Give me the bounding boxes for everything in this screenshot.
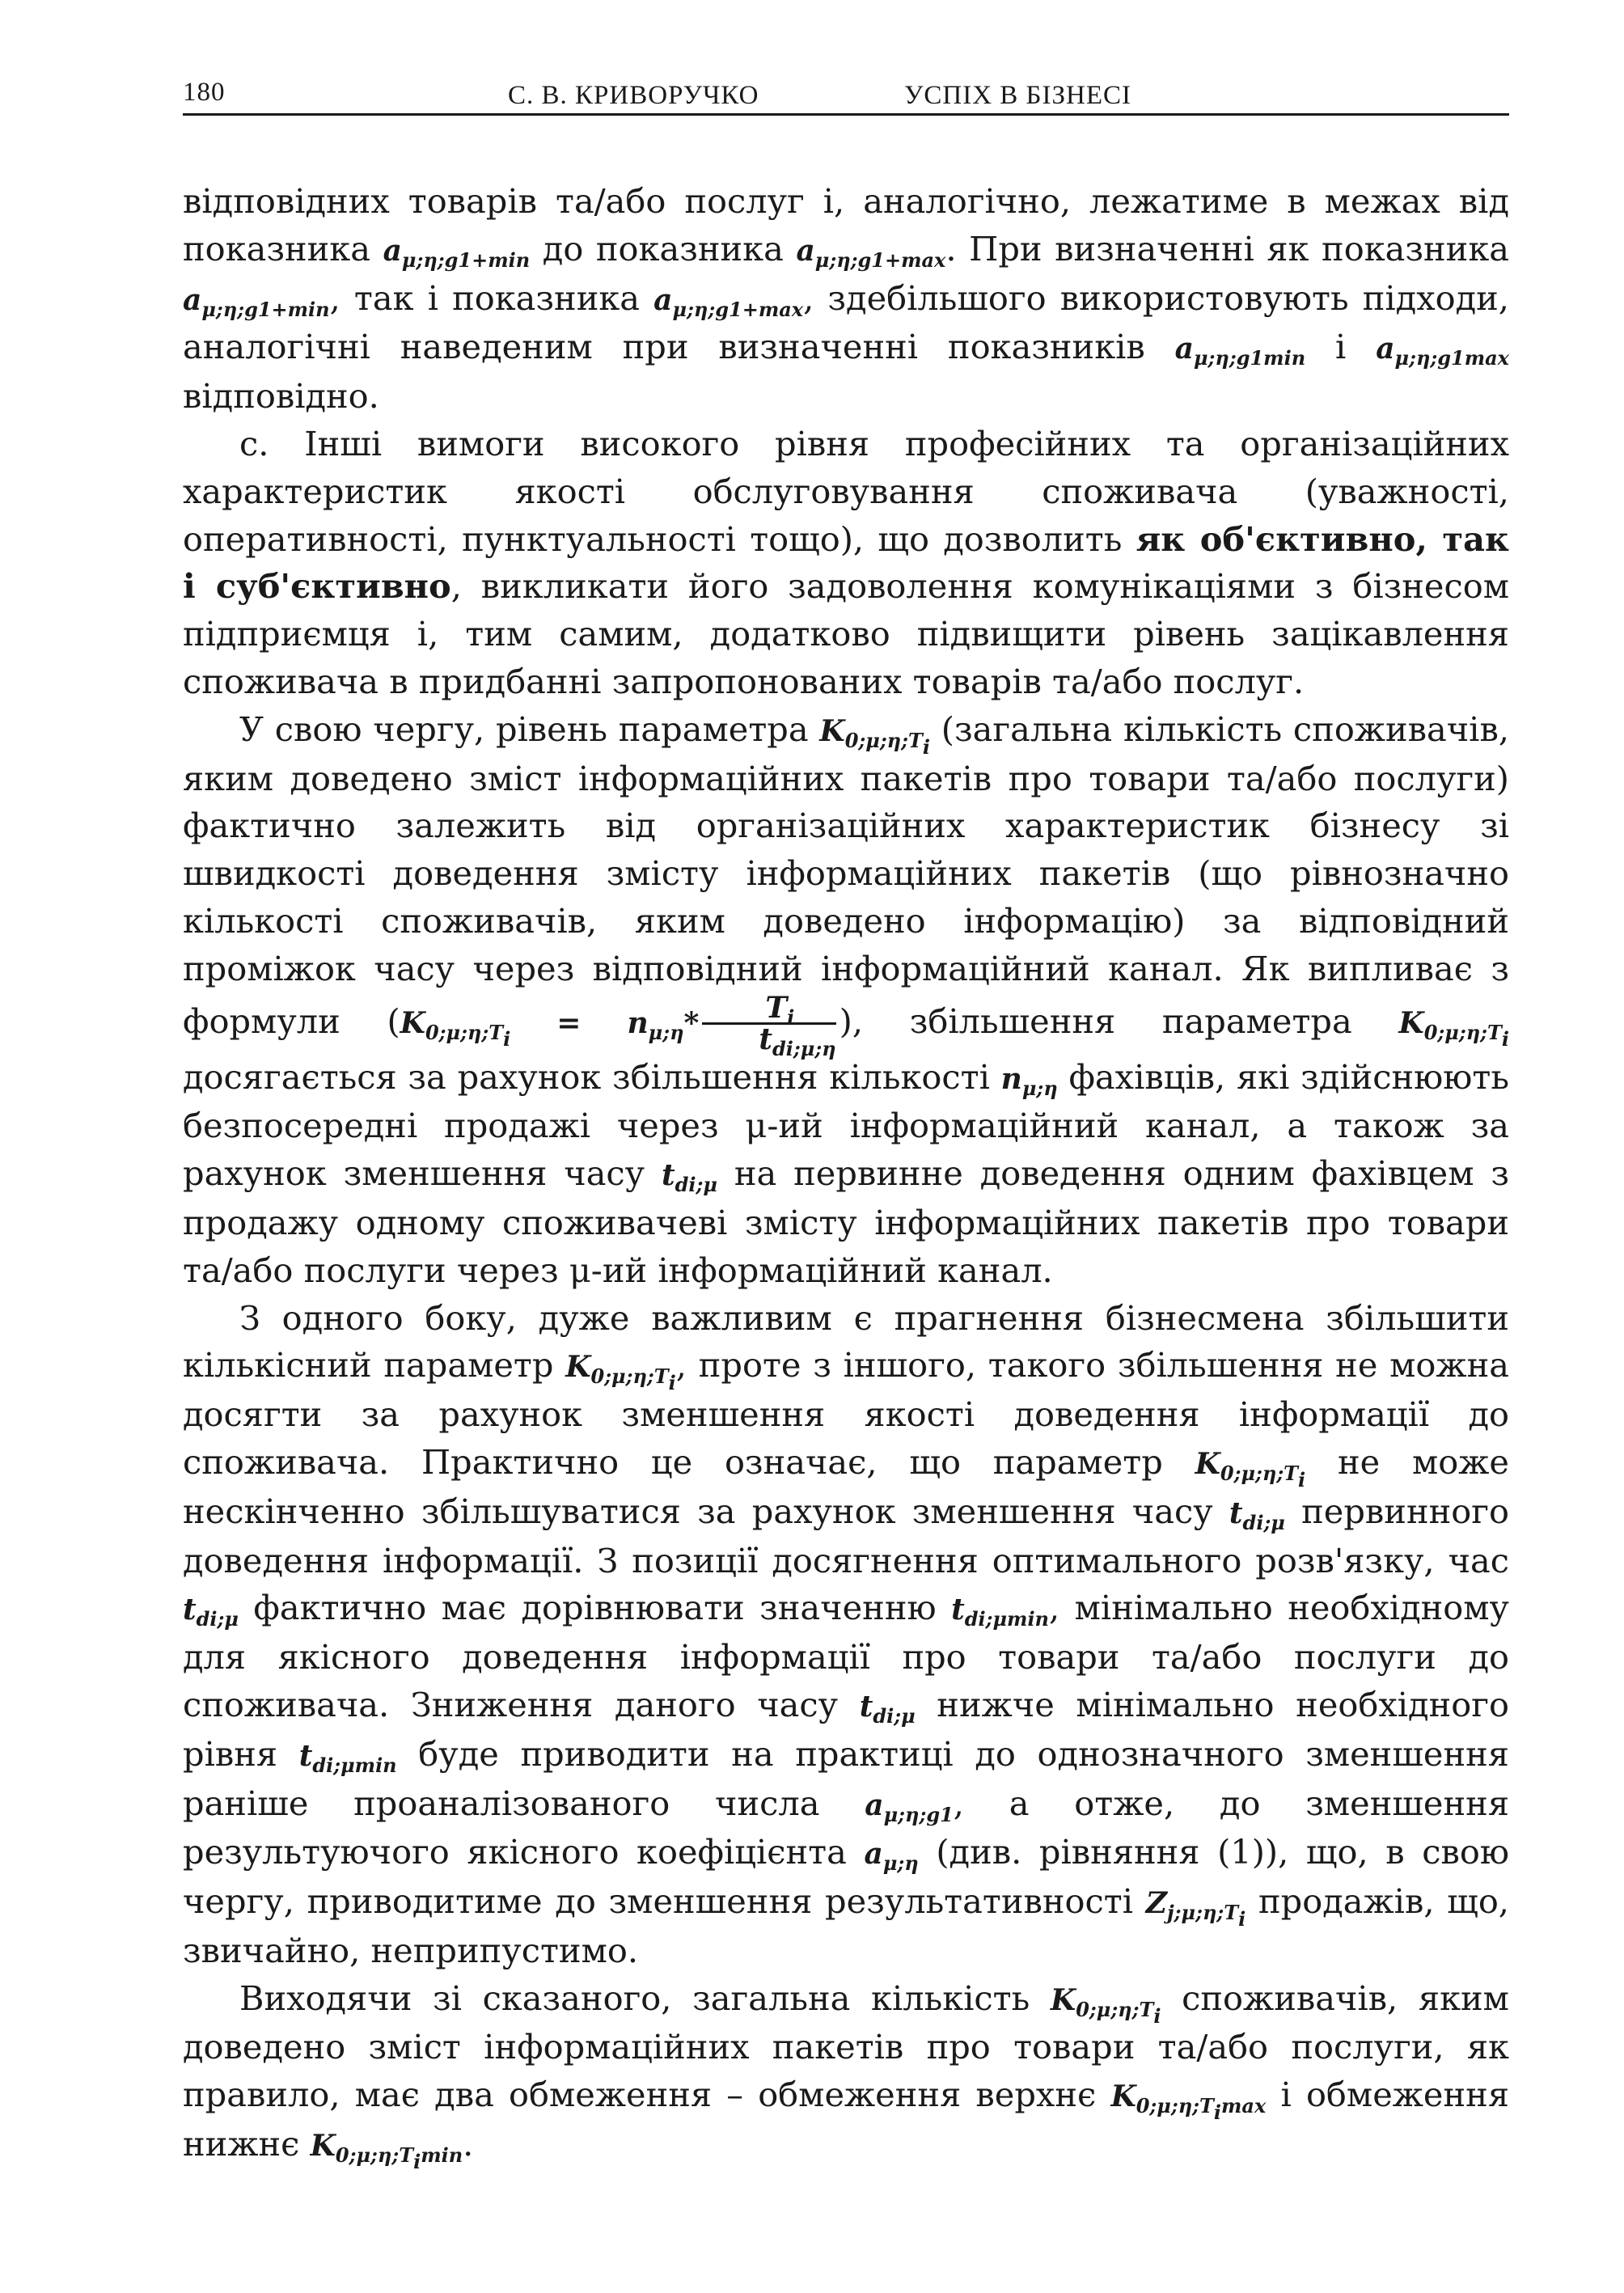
symbol-letter: K	[310, 2129, 336, 2164]
formula-symbol	[183, 1593, 239, 1631]
paragraph	[183, 706, 1509, 1295]
text-run: c. Інші вимоги високого рівня професійних та організаційних характеристик якості обслуговування споживача (уважності, оперативності, пунктуальності тощо), що дозволить	[183, 423, 1509, 559]
header-author: С. В. КРИВОРУЧКО	[508, 81, 759, 110]
symbol-letter: K	[1195, 1446, 1220, 1481]
subscript-text: 0;μ;η;T	[335, 2143, 414, 2168]
subscript-text: j;μ;η;T	[1167, 1901, 1239, 1925]
symbol-subscript: μ;η;g1+max	[672, 297, 804, 321]
symbol-subscript: μ;η;g1min	[1193, 346, 1306, 370]
paragraph	[183, 178, 1509, 421]
symbol-letter: t	[759, 1022, 772, 1056]
symbol-subscript: μ;η;g1max	[1394, 346, 1509, 370]
symbol-subscript: μ;η;g1	[883, 1802, 954, 1826]
symbol-subscript: di;μmin	[312, 1753, 397, 1777]
text-run: ), збільшення параметра	[839, 1001, 1352, 1041]
symbol-subscript: μ;η	[1021, 1076, 1058, 1100]
symbol-letter: a	[653, 282, 673, 317]
subscript-index: i	[1153, 2003, 1161, 2028]
subscript-index: i	[1238, 1907, 1246, 1931]
symbol-subscript: i	[787, 1005, 795, 1029]
formula-symbol	[865, 1787, 954, 1826]
formula-symbol	[1376, 332, 1509, 370]
text-run: -ий інформаційний канал.	[590, 1250, 1053, 1290]
symbol-subscript: μ;η;g1+min	[201, 297, 330, 321]
formula-symbol	[1229, 1496, 1285, 1534]
formula: $K_{0;\mu;\eta;T_i} = n_{\mu;\eta}*$ $\frac{T_i}{t_{di;\mu;\eta}}$	[400, 990, 836, 1060]
text-run: У свою чергу, рівень параметра	[239, 709, 809, 749]
formula-symbol	[653, 282, 804, 321]
formula-symbol	[1110, 2079, 1267, 2125]
symbol-letter: Z	[1145, 1886, 1167, 1921]
formula-symbol	[661, 1158, 717, 1197]
text-run: , так і показника	[329, 277, 641, 318]
symbol-letter: K	[565, 1350, 591, 1385]
symbol-letter: t	[183, 1593, 197, 1627]
formula-symbol	[951, 1593, 1050, 1631]
subscript-text: 0;μ;η;T	[1220, 1461, 1299, 1485]
symbol-subscript: di;μmin	[964, 1607, 1050, 1631]
symbol-subscript: μ;η;g1+min	[401, 247, 531, 272]
text-run: фактично має дорівнювати значенню	[253, 1588, 937, 1628]
symbol-subscript: di;μ	[873, 1703, 916, 1728]
body-text	[183, 178, 1510, 2174]
symbol-subscript	[1423, 1020, 1509, 1051]
paragraph	[183, 1975, 1509, 2174]
formula-symbol	[298, 1738, 397, 1777]
subscript-index: i	[1213, 2101, 1222, 2125]
formula-symbol	[383, 233, 531, 272]
subscript-text: max	[1221, 2094, 1267, 2118]
text-run: (загальна кількість споживачів, яким доведено зміст інформаційних пакетів про товари та/або послуги) фактично залежить від організаційних характеристик бізнесу зі швидкості доведення змісту інформаційних пакетів (що рівнозначно кількості споживачів, яким доведено інформацію) за відповідний проміжок часу через відповідний інформаційний канал. Як випливає з формули (	[183, 709, 1510, 1041]
subscript-text: 0;μ;η;T	[1136, 2094, 1214, 2118]
formula-symbol	[310, 2129, 463, 2174]
paragraph	[183, 1295, 1509, 1975]
text-run: і	[1335, 327, 1347, 367]
subscript-index: i	[1298, 1467, 1306, 1491]
symbol-letter: a	[864, 1837, 883, 1872]
symbol-subscript	[1220, 1461, 1306, 1491]
subscript-text: 0;μ;η;T	[590, 1364, 669, 1389]
symbol-letter: K	[819, 713, 845, 748]
symbol-subscript: di;μ	[196, 1607, 239, 1631]
subscript-index: i	[413, 2150, 421, 2174]
text-run: продажів, що, звичайно, неприпустимо.	[183, 1881, 1509, 1970]
symbol-subscript	[1076, 1997, 1161, 2028]
page-number: 180	[183, 78, 226, 107]
subscript-index: i	[1501, 1026, 1509, 1051]
formula-symbol	[1398, 1005, 1509, 1051]
symbol-letter: a	[1174, 332, 1194, 366]
formula-symbol	[859, 1689, 916, 1728]
symbol-letter: a	[1376, 332, 1395, 366]
text-run: на первинне доведення одним фахівцем з продажу одному споживачеві змісту інформаційних пакетів про товари та/або послуги через	[183, 1153, 1509, 1290]
formula-symbol	[1195, 1446, 1306, 1491]
fraction	[702, 990, 836, 1060]
symbol-letter: t	[1229, 1496, 1243, 1530]
text-run: відповідних товарів та/або послуг і, аналогічно, лежатиме в межах від показника	[183, 181, 1509, 269]
formula-symbol	[796, 233, 946, 272]
formula-symbol	[1000, 1061, 1058, 1100]
symbol-subscript: μ;η	[882, 1851, 919, 1876]
subscript-text: 0;μ;η;T	[425, 1020, 504, 1044]
symbol-letter: t	[951, 1593, 965, 1627]
text-run: , а отже, до зменшення результуючого якісного коефіцієнта	[183, 1783, 1509, 1872]
text-run: Виходячи зі сказаного, загальна кількість	[239, 1978, 1030, 2018]
text-run: -ий інформаційний канал, а також за рахунок зменшення часу	[183, 1106, 1509, 1194]
text-run: досягається за рахунок збільшення кількості	[183, 1056, 990, 1097]
text-run: , мінімально необхідному для якісного доведення інформації про товари та/або послуги до споживача. Зниження даного часу	[183, 1588, 1509, 1724]
symbol-letter: K	[400, 1005, 425, 1040]
text-run: , проте з іншого, такого збільшення не можна досягти за рахунок зменшення якості доведення інформації до споживача. Практично це означає, що параметр	[183, 1345, 1509, 1482]
bold-text: як об'єктивно, так і суб'єктивно	[183, 518, 1509, 607]
text-run: З одного боку, дуже важливим є прагнення бізнесмена збільшити кількісний параметр	[183, 1297, 1509, 1386]
subscript-index: i	[503, 1026, 511, 1051]
symbol-letter: n	[627, 1005, 649, 1040]
symbol-letter: a	[383, 233, 402, 268]
formula-symbol	[864, 1837, 919, 1876]
text-run: споживачів, яким доведено зміст інформаційних пакетів про товари та/або послуги, як правило, має два обмеження – обмеження верхнє	[183, 1978, 1509, 2115]
symbol-subscript	[425, 1020, 511, 1051]
symbol-letter: K	[1050, 1982, 1076, 2017]
symbol-letter: a	[796, 233, 815, 268]
formula-symbol	[1174, 332, 1306, 370]
symbol-subscript: μ;η	[648, 1020, 684, 1044]
text-run: буде приводити на практиці до однозначного зменшення раніше проаналізованого числа	[183, 1733, 1509, 1823]
text-run: і обмеження нижнє	[183, 2075, 1509, 2164]
text-run: до показника	[542, 228, 784, 269]
symbol-letter: t	[661, 1158, 675, 1193]
subscript-text: 0;μ;η;T	[1076, 1997, 1154, 2021]
symbol-subscript: di;μ	[1242, 1510, 1285, 1534]
header-book-title: УСПІХ В БІЗНЕСІ	[904, 81, 1131, 110]
symbol-letter: a	[865, 1787, 884, 1822]
text-run: . При визначенні як показника	[945, 228, 1510, 269]
symbol-subscript: di;μ;η	[772, 1036, 836, 1060]
running-header	[183, 74, 1509, 116]
text-run: не може нескінченно збільшуватися за рахунок зменшення часу	[183, 1441, 1509, 1531]
symbol-subscript	[335, 2143, 463, 2174]
symbol-subscript	[844, 728, 930, 759]
formula-symbol	[819, 713, 930, 759]
text-run: (див. рівняння (1)), що, в свою чергу, приводитиме до зменшення результативності	[183, 1832, 1509, 1922]
symbol-letter: t	[859, 1689, 873, 1724]
paragraph	[183, 421, 1509, 706]
mu-symbol: μ	[569, 1250, 591, 1290]
symbol-subscript	[1136, 2094, 1267, 2125]
text-run: первинного доведення інформації. З позиції досягнення оптимального розв'язку, час	[183, 1491, 1509, 1580]
subscript-index: i	[668, 1371, 676, 1395]
text-run: .	[463, 2124, 474, 2164]
subscript-text: 0;μ;η;T	[844, 728, 923, 752]
formula-symbol	[1145, 1886, 1246, 1931]
text-run: відповідно.	[183, 376, 379, 417]
subscript-text: 0;μ;η;T	[1423, 1020, 1502, 1044]
symbol-letter: a	[183, 282, 202, 317]
symbol-letter: K	[1110, 2079, 1136, 2114]
symbol-letter: t	[298, 1738, 313, 1773]
formula-symbol	[183, 282, 330, 321]
subscript-index: i	[922, 734, 930, 759]
fraction-numerator	[702, 990, 835, 1029]
symbol-subscript	[590, 1364, 676, 1395]
symbol-subscript	[1167, 1901, 1246, 1931]
text-run: нижче мінімально необхідного рівня	[183, 1684, 1509, 1774]
symbol-letter: n	[1000, 1061, 1022, 1096]
mu-symbol: μ	[745, 1106, 768, 1146]
text-run: , здебільшого використовують підходи, аналогічні наведеним при визначенні показників	[183, 277, 1509, 367]
formula-symbol	[565, 1350, 676, 1395]
symbol-letter: K	[1398, 1005, 1424, 1040]
symbol-letter: T	[765, 990, 788, 1025]
subscript-text: min	[421, 2143, 463, 2168]
symbol-subscript: μ;η;g1+max	[814, 247, 946, 272]
formula-symbol	[1050, 1982, 1161, 2028]
symbol-subscript: di;μ	[675, 1173, 717, 1197]
text-run: фахівців, які здійснюють безпосередні продажі через	[183, 1056, 1509, 1146]
fraction-denominator	[702, 1022, 836, 1060]
text-run: , викликати його задоволення комунікаціями з бізнесом підприємця і, тим самим, додатково підвищити рівень зацікавлення споживача в придбанні запропонованих товарів та/або послуг.	[183, 566, 1509, 701]
